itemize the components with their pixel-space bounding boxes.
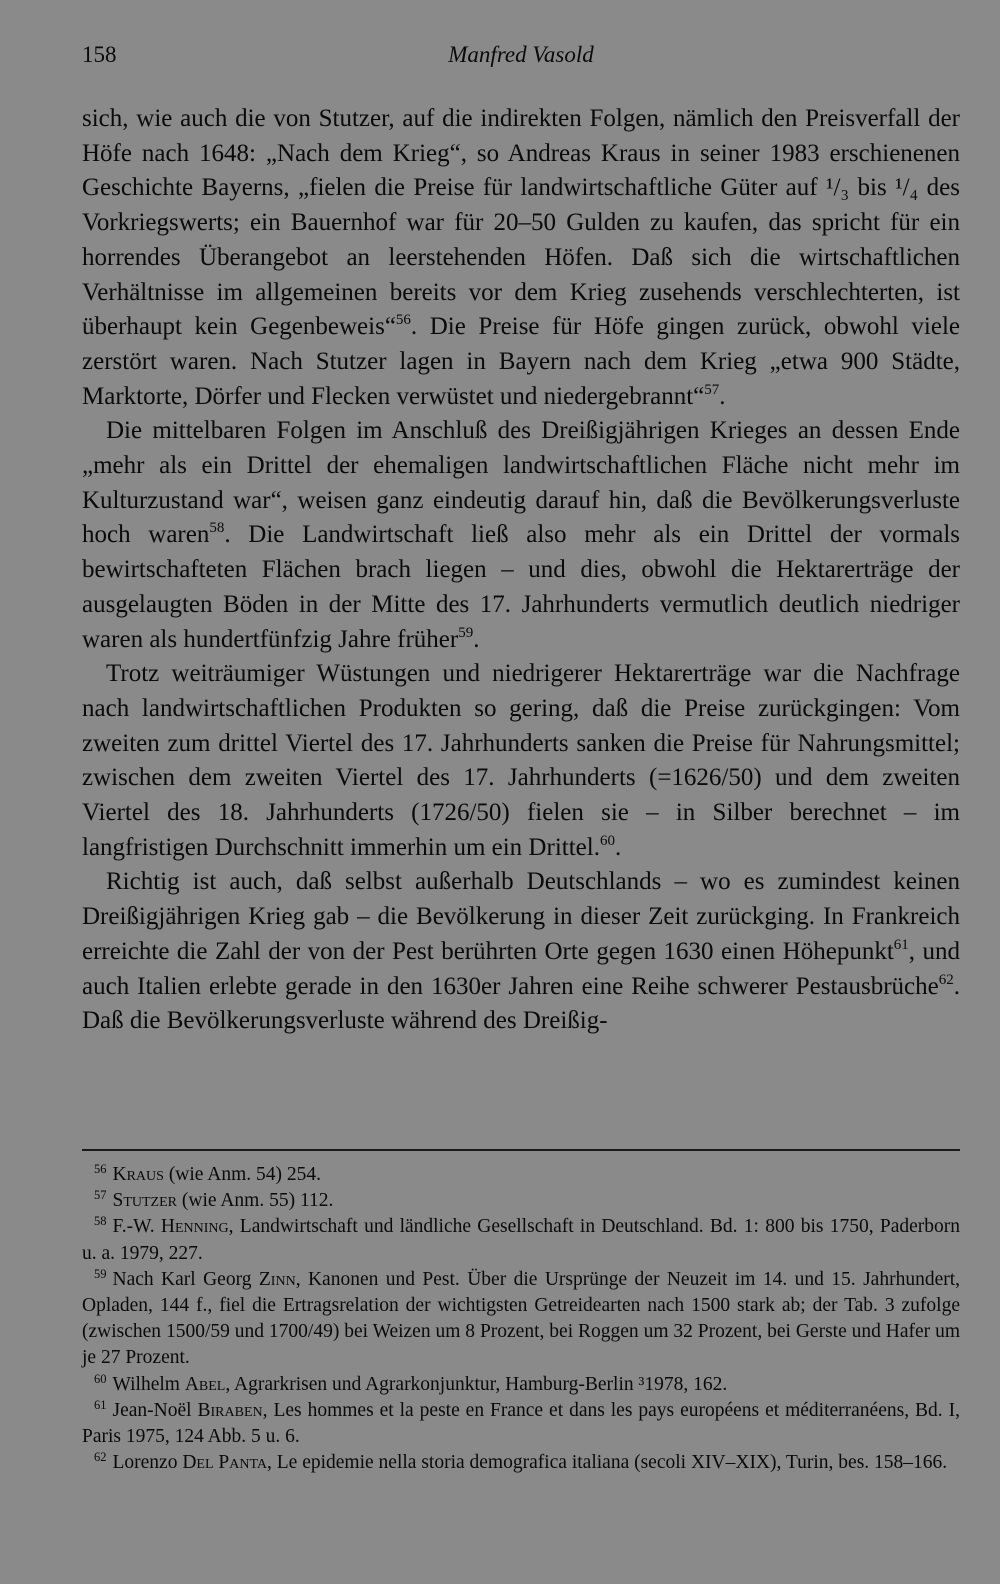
footnote-ref: 62 <box>938 971 954 988</box>
text-run: Trotz weiträumiger Wüstungen und niedrigerer Hektarerträge war die Nachfrage nach landwirtschaftlichen Produkten so gering, daß die Preise zurückgingen: Vom zweiten zum drittel Viertel des 17. Jahrhunderts sanken die Preise für Nahrungsmittel; zwischen dem zweiten Viertel des 17. Jahrhunderts (=1626/50) und dem zweiten Viertel des 18. Jahrhunderts (1726/50) fielen sie – in Silber berechnet – im langfristigen Durchschnitt immerhin um ein Drittel. <box>82 660 960 861</box>
footnote-author: Abel <box>184 1373 226 1395</box>
text-run: . <box>719 382 726 410</box>
footnote-text: , Le epidemie nella storia demografica italiana (secoli XIV–XIX), Turin, bes. 158–166. <box>267 1452 948 1474</box>
text-run: Die mittelbaren Folgen im Anschluß des Dreißigjährigen Krieges an dessen Ende „mehr als ein Drittel der ehemaligen landwirtschaftlichen Fläche nicht mehr im Kulturzustand war“, weisen ganz eindeutig darauf hin, daß die Bevölkerungsverluste hoch waren <box>82 417 960 549</box>
footnote-number: 60 <box>94 1371 107 1386</box>
footnote-rule <box>82 1149 960 1151</box>
footnote-number: 58 <box>94 1214 107 1229</box>
paragraph-1 <box>82 102 960 414</box>
text-run: Richtig ist auch, daß selbst außerhalb Deutschlands – wo es zumindest keinen Dreißigjährigen Krieg gab – die Bevölkerung in dieser Zeit zurückging. In Frankreich erreichte die Zahl der von der Pest berührten Orte gegen 1630 einen Höhepunkt <box>82 868 960 965</box>
paragraph-2 <box>82 414 960 657</box>
text-run: . Die Preise für Höfe gingen zurück, obwohl viele zerstört waren. Nach Stutzer lagen in Bayern nach dem Krieg „etwa 900 Städte, Marktorte, Dörfer und Flecken verwüstet und niedergebrannt“ <box>82 313 960 410</box>
footnote-author: Del Panta <box>182 1452 268 1474</box>
page-header <box>82 42 960 82</box>
footnote-ref: 57 <box>704 381 720 398</box>
footnote-ref: 60 <box>599 832 615 849</box>
footnote-prefix: Nach Karl Georg <box>112 1268 259 1290</box>
footnote <box>82 1450 960 1476</box>
footnote-author: Stutzer <box>112 1190 178 1212</box>
footnote-author: Kraus <box>112 1164 164 1185</box>
footnote-prefix: Lorenzo <box>112 1452 183 1474</box>
footnote-prefix: Jean-Noël <box>112 1399 198 1421</box>
footnotes <box>82 1162 960 1476</box>
footnote <box>82 1372 960 1398</box>
footnote-number: 59 <box>94 1266 107 1281</box>
footnote-ref: 59 <box>458 624 474 641</box>
footnote-text: , Les hommes et la peste en France et dans les pays européens et méditerranéens, Bd. I, Paris 1975, 124 Abb. 5 u. 6. <box>82 1399 960 1448</box>
footnote-number: 56 <box>94 1162 107 1176</box>
text-run: . <box>614 833 622 861</box>
footnote-text: (wie Anm. 55) 112. <box>177 1190 334 1212</box>
footnote-author: Biraben <box>197 1399 263 1421</box>
footnote-prefix: Wilhelm <box>112 1373 185 1395</box>
footnote-author: Zinn <box>258 1268 296 1290</box>
footnote-author: Henning <box>160 1216 229 1238</box>
footnote-text: , Agrarkrisen und Agrarkonjunktur, Hamburg-Berlin ³1978, 162. <box>225 1373 728 1395</box>
page-number: 158 <box>82 42 117 67</box>
paragraph-3 <box>82 657 960 865</box>
footnote-text: , Kanonen und Pest. Über die Ursprünge der Neuzeit im 14. und 15. Jahrhundert, Opladen, 144 f., fiel die Ertragsrelation der wichtigsten Getreidearten nach 1500 stark ab; der Tab. 3 zufolge (zwischen 1500/59 und 1700/49) bei Weizen um 8 Prozent, bei Roggen um 32 Prozent, bei Gerste und Hafer um je 27 Prozent. <box>82 1268 961 1369</box>
text-run: . <box>473 625 480 653</box>
running-title: Manfred Vasold <box>448 42 594 67</box>
text-run: . Daß die Bevölkerungsverluste während des Dreißig- <box>82 972 960 1035</box>
footnote-ref: 61 <box>893 936 909 953</box>
footnote-ref: 58 <box>209 520 225 537</box>
footnote-number: 61 <box>94 1397 107 1412</box>
footnote <box>82 1398 960 1450</box>
footnote <box>82 1188 960 1214</box>
footnote-text: (wie Anm. 54) 254. <box>163 1164 322 1185</box>
text-run: , und auch Italien erlebte gerade in den 1630er Jahren eine Reihe schwerer Pestausbrüche <box>82 937 961 1000</box>
main-text <box>82 102 960 1039</box>
footnote-ref: 56 <box>395 312 411 329</box>
text-run: . Die Landwirtschaft ließ also mehr als ein Drittel der vormals bewirtschafteten Flächen brach liegen – und dies, obwohl die Hektarerträge der ausgelaugten Böden in der Mitte des 17. Jahrhunderts vermutlich deutlich niedriger waren als hundertfünfzig Jahre früher <box>82 521 961 653</box>
footnote-prefix: F.-W. <box>112 1216 161 1238</box>
footnote-text: , Landwirtschaft und ländliche Gesellschaft in Deutschland. Bd. 1: 800 bis 1750, Paderborn u. a. 1979, 227. <box>82 1216 960 1264</box>
footnote <box>82 1214 960 1266</box>
paragraph-4 <box>82 865 960 1039</box>
footnote <box>82 1267 960 1372</box>
text-run: sich, wie auch die von Stutzer, auf die indirekten Folgen, nämlich den Preisverfall der Höfe nach 1648: „Nach dem Krieg“, so Andreas Kraus in seiner 1983 erschienenen Geschichte Bayerns, „fielen die Preise für landwirtschaftliche Güter auf ¹/₃ bis ¹/₄ des Vorkriegswerts; ein Bauernhof war für 20–50 Gulden zu kaufen, das spricht für ein horrendes Überangebot an leerstehenden Höfen. Daß sich die wirtschaftlichen Verhältnisse im allgemeinen bereits vor dem Krieg zusehends verschlechterten, ist überhaupt kein Gegenbeweis“ <box>82 105 960 341</box>
footnote-number: 62 <box>94 1450 107 1465</box>
footnote-number: 57 <box>94 1188 107 1203</box>
footnote <box>82 1162 960 1188</box>
